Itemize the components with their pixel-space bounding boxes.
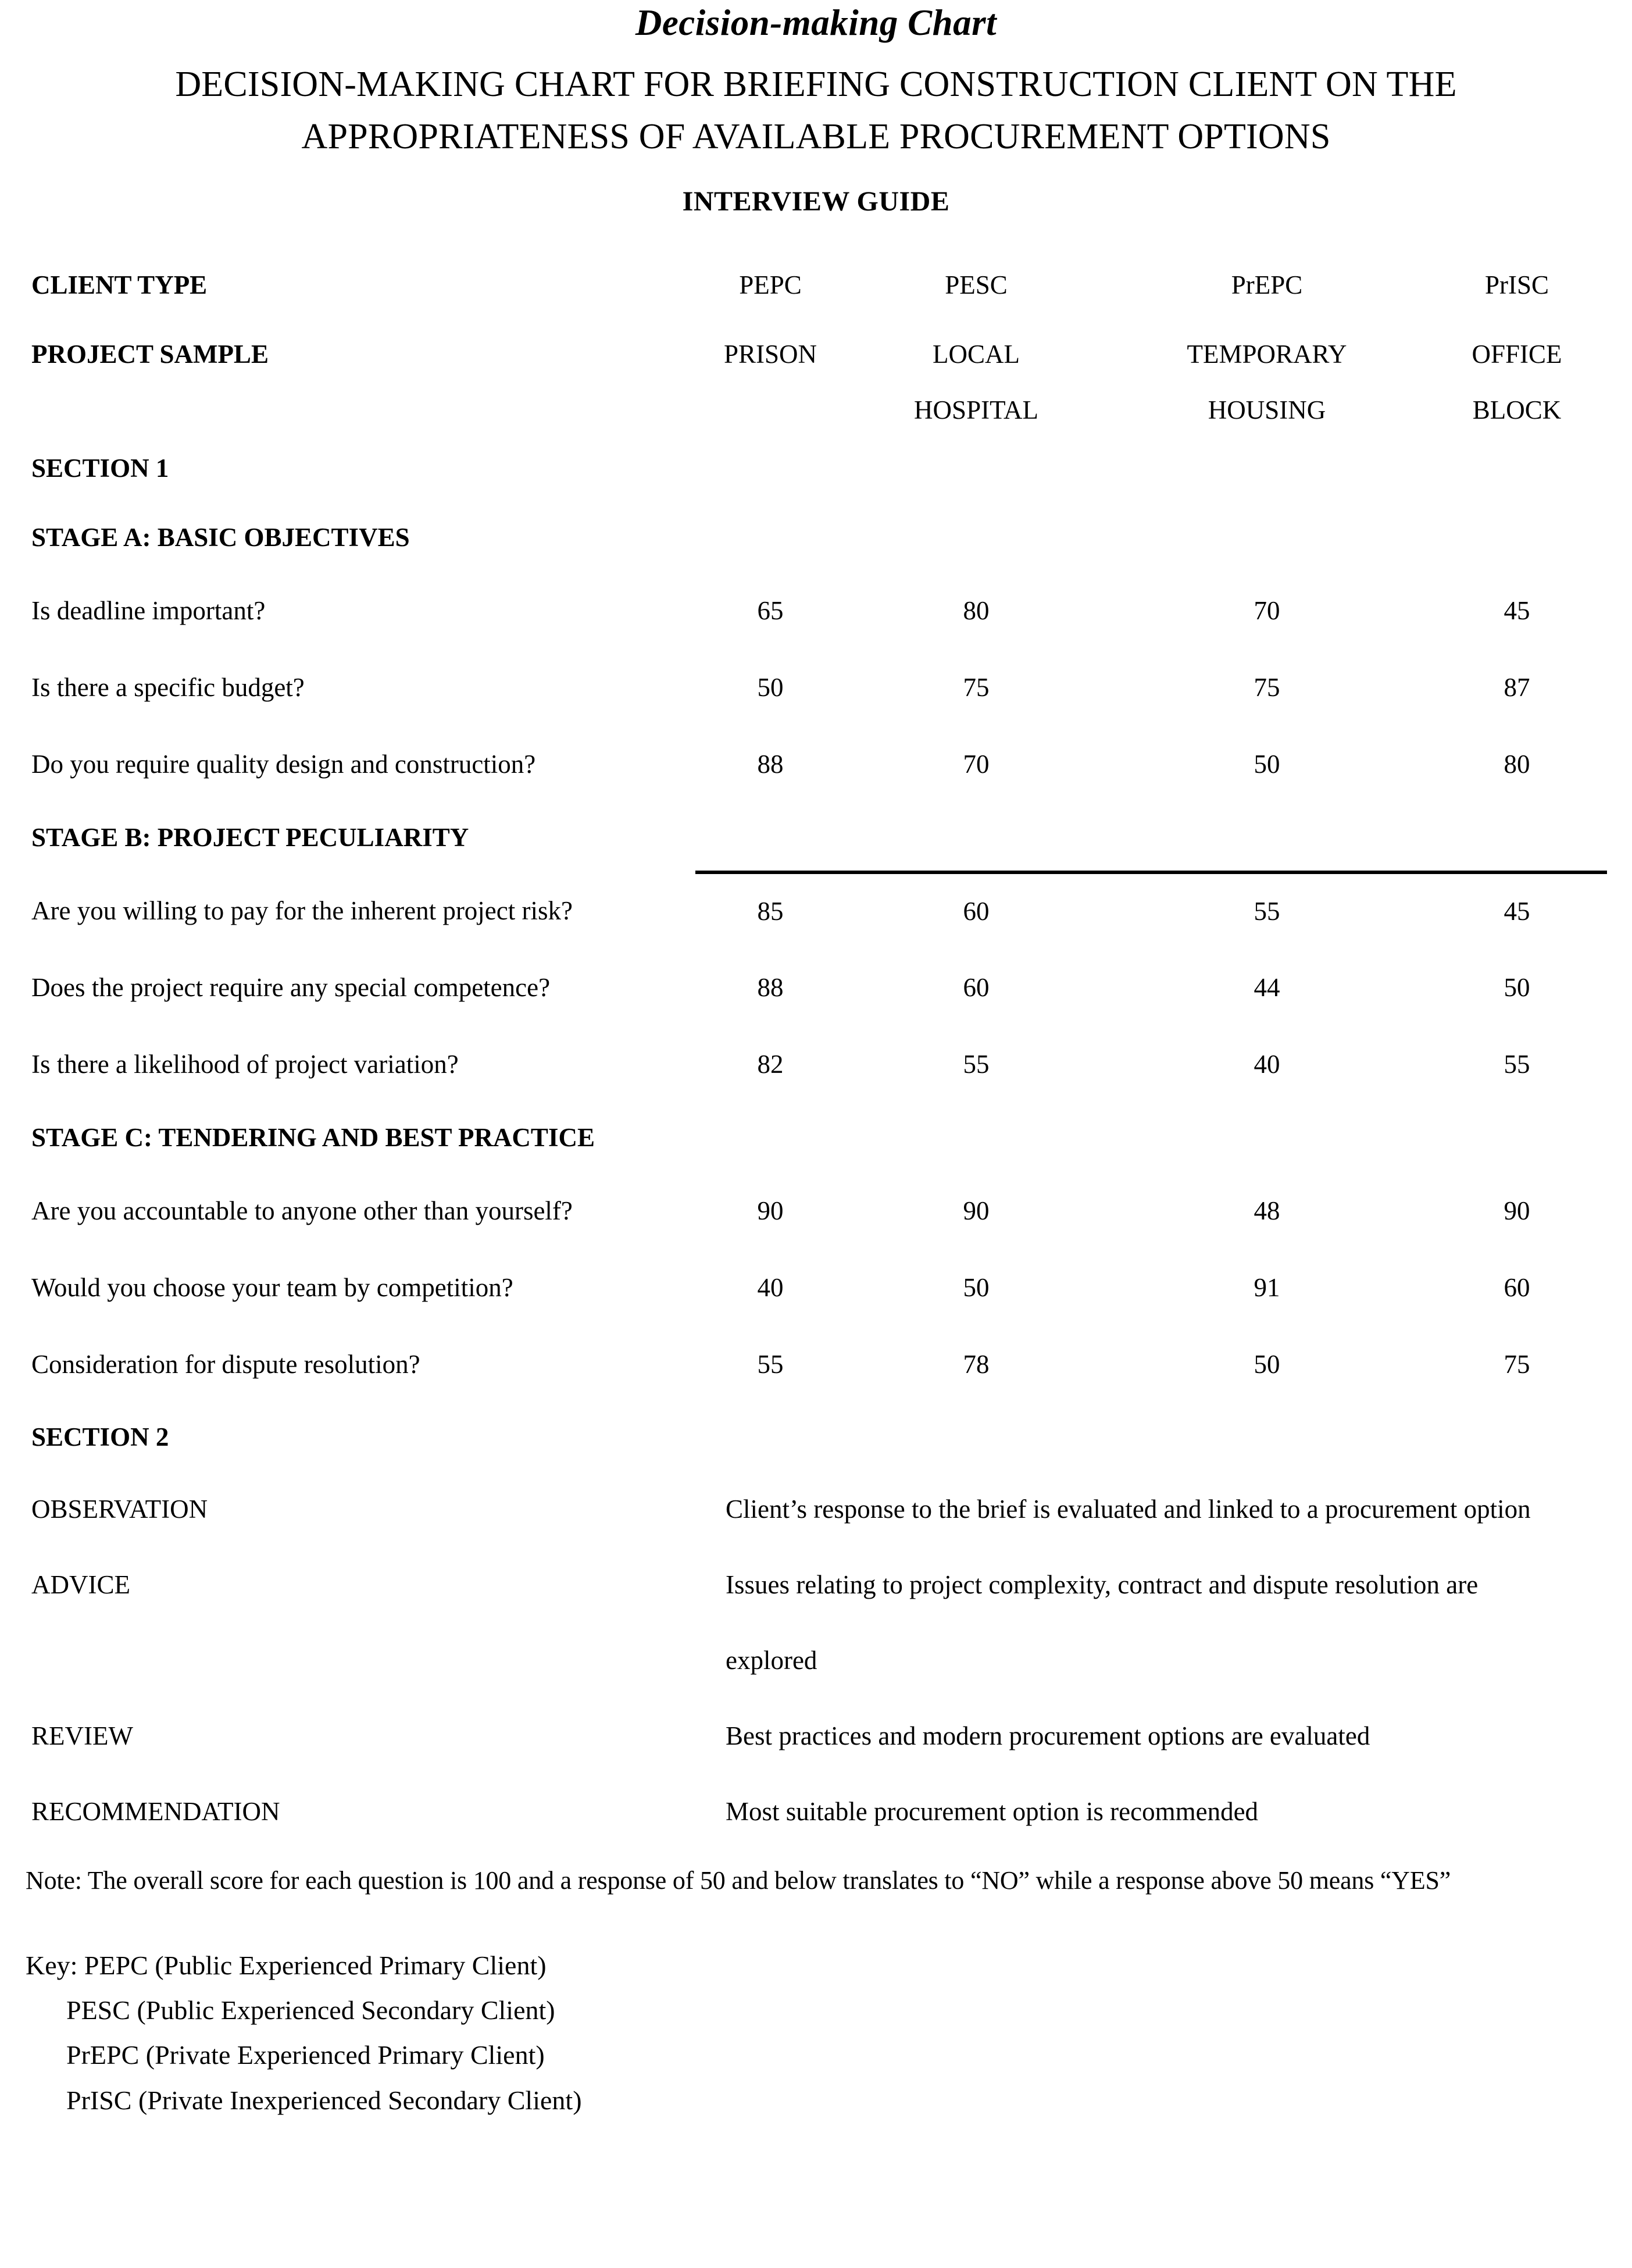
main-title-line-1: DECISION-MAKING CHART FOR BRIEFING CONSTRUCTION CLIENT ON THE xyxy=(175,65,1457,104)
score-pepc: 40 xyxy=(757,1272,784,1302)
score-pesc: 80 xyxy=(963,595,990,625)
score-prisc: 55 xyxy=(1504,1049,1530,1079)
table-row xyxy=(26,572,1607,649)
question-label: Are you accountable to anyone other than yourself? xyxy=(31,1196,573,1225)
recommendation-description: Most suitable procurement option is recommended xyxy=(726,1796,1259,1826)
stage-b-heading: STAGE B: PROJECT PECULIARITY xyxy=(31,822,469,852)
table-row-recommendation xyxy=(26,1774,1607,1849)
stage-b-spacer-4 xyxy=(1427,803,1607,872)
key-legend xyxy=(26,1943,1606,2123)
question-label: Consideration for dispute resolution? xyxy=(31,1349,420,1379)
stage-b-spacer-3 xyxy=(1107,803,1427,872)
score-prisc: 50 xyxy=(1504,972,1530,1002)
score-prepc: 55 xyxy=(1254,897,1280,926)
table-row-observation xyxy=(26,1471,1607,1547)
project-sample-pesc-line1: LOCAL xyxy=(933,339,1020,369)
score-prisc: 45 xyxy=(1504,897,1530,926)
score-prepc: 44 xyxy=(1254,972,1280,1002)
score-pesc: 60 xyxy=(963,897,990,926)
score-pesc: 60 xyxy=(963,972,990,1002)
project-sample-label: PROJECT SAMPLE xyxy=(31,339,269,369)
table-row xyxy=(26,1172,1607,1249)
client-type-pepc: PEPC xyxy=(739,270,802,299)
score-pepc: 85 xyxy=(757,897,784,926)
table-row-section-1 xyxy=(26,434,1607,502)
project-sample-prepc-line1: TEMPORARY xyxy=(1187,339,1347,369)
key-line-prepc: PrEPC (Private Experienced Primary Client) xyxy=(66,2040,545,2070)
table-row-stage-c-heading xyxy=(26,1103,1607,1172)
key-line-pepc: Key: PEPC (Public Experienced Primary Client) xyxy=(26,1950,547,1980)
table-row xyxy=(26,872,1607,949)
score-pepc: 82 xyxy=(757,1049,784,1079)
client-type-prisc: PrISC xyxy=(1484,270,1549,299)
table-row xyxy=(26,649,1607,726)
score-prepc: 75 xyxy=(1254,672,1280,702)
review-label: REVIEW xyxy=(31,1721,133,1750)
project-sample-spacer xyxy=(26,386,695,434)
score-prisc: 87 xyxy=(1504,672,1530,702)
note-text: Note: The overall score for each question is 100 and a response of 50 and below translates to “NO” while a response above 50 means “YES” xyxy=(26,1866,1451,1895)
main-title xyxy=(26,59,1606,163)
decision-chart-table xyxy=(26,248,1607,1849)
key-line-pesc: PESC (Public Experienced Secondary Client) xyxy=(66,1995,555,2025)
project-sample-prisc-line1: OFFICE xyxy=(1472,339,1562,369)
observation-label: OBSERVATION xyxy=(31,1494,208,1524)
advice-spacer xyxy=(26,1622,695,1698)
question-label: Is there a likelihood of project variation? xyxy=(31,1049,459,1079)
question-label: Do you require quality design and construction? xyxy=(31,749,536,779)
table-row-review xyxy=(26,1698,1607,1774)
table-row-advice xyxy=(26,1547,1607,1622)
question-label: Does the project require any special competence? xyxy=(31,972,551,1002)
score-pepc: 55 xyxy=(757,1349,784,1379)
table-row-advice-cont xyxy=(26,1622,1607,1698)
table-row xyxy=(26,1026,1607,1103)
table-row-stage-a-heading xyxy=(26,502,1607,572)
review-description: Best practices and modern procurement options are evaluated xyxy=(726,1721,1370,1750)
table-row-client-type xyxy=(26,248,1607,322)
table-row xyxy=(26,949,1607,1026)
score-prepc: 50 xyxy=(1254,749,1280,779)
score-prisc: 90 xyxy=(1504,1196,1530,1225)
table-row xyxy=(26,1326,1607,1403)
client-type-prepc: PrEPC xyxy=(1231,270,1303,299)
section-2-label: SECTION 2 xyxy=(31,1422,169,1452)
advice-description-line-1: Issues relating to project complexity, contract and dispute resolution are xyxy=(726,1570,1479,1599)
client-type-label: CLIENT TYPE xyxy=(31,270,208,299)
key-line-prisc: PrISC (Private Inexperienced Secondary Client) xyxy=(66,2085,582,2115)
score-pepc: 65 xyxy=(757,595,784,625)
score-pesc: 55 xyxy=(963,1049,990,1079)
observation-description: Client’s response to the brief is evaluated and linked to a procurement option xyxy=(726,1494,1531,1524)
client-type-pesc: PESC xyxy=(945,270,1008,299)
question-label: Are you willing to pay for the inherent project risk? xyxy=(31,896,573,925)
score-pepc: 88 xyxy=(757,972,784,1002)
score-pesc: 75 xyxy=(963,672,990,702)
score-prisc: 75 xyxy=(1504,1349,1530,1379)
score-prepc: 70 xyxy=(1254,595,1280,625)
project-sample-prisc-line2: BLOCK xyxy=(1472,395,1562,425)
score-pesc: 90 xyxy=(963,1196,990,1225)
score-pesc: 70 xyxy=(963,749,990,779)
project-sample-pepc-line1: PRISON xyxy=(723,339,817,369)
score-pepc: 50 xyxy=(757,672,784,702)
table-row-section-2 xyxy=(26,1403,1607,1471)
stage-b-spacer-2 xyxy=(845,803,1107,872)
score-prepc: 50 xyxy=(1254,1349,1280,1379)
document-title: Decision-making Chart xyxy=(635,2,997,43)
recommendation-label: RECOMMENDATION xyxy=(31,1796,280,1826)
score-prisc: 80 xyxy=(1504,749,1530,779)
score-pepc: 90 xyxy=(757,1196,784,1225)
decision-chart-table-wrapper xyxy=(26,248,1606,1849)
table-row xyxy=(26,726,1607,803)
score-prisc: 60 xyxy=(1504,1272,1530,1302)
score-pepc: 88 xyxy=(757,749,784,779)
score-pesc: 50 xyxy=(963,1272,990,1302)
stage-c-heading: STAGE C: TENDERING AND BEST PRACTICE xyxy=(31,1122,595,1152)
score-prisc: 45 xyxy=(1504,595,1530,625)
score-prepc: 91 xyxy=(1254,1272,1280,1302)
question-label: Would you choose your team by competition? xyxy=(31,1272,513,1302)
project-sample-prepc-line2: HOUSING xyxy=(1208,395,1326,425)
score-prepc: 40 xyxy=(1254,1049,1280,1079)
score-pesc: 78 xyxy=(963,1349,990,1379)
score-prepc: 48 xyxy=(1254,1196,1280,1225)
advice-label: ADVICE xyxy=(31,1570,130,1599)
project-sample-pesc-line2: HOSPITAL xyxy=(914,395,1038,425)
stage-b-spacer-1 xyxy=(695,803,845,872)
section-1-label: SECTION 1 xyxy=(31,453,169,483)
advice-description-line-2: explored xyxy=(726,1645,817,1675)
project-sample-pepc-line2 xyxy=(695,386,845,434)
table-row xyxy=(26,1249,1607,1326)
stage-a-heading: STAGE A: BASIC OBJECTIVES xyxy=(31,522,410,552)
table-row-project-sample-line1 xyxy=(26,322,1607,386)
interview-guide-subtitle: INTERVIEW GUIDE xyxy=(682,186,950,217)
main-title-line-2: APPROPRIATENESS OF AVAILABLE PROCUREMENT OPTIONS xyxy=(301,116,1331,156)
table-row-project-sample-line2 xyxy=(26,386,1607,434)
question-label: Is deadline important? xyxy=(31,595,266,625)
question-label: Is there a specific budget? xyxy=(31,672,305,702)
table-row-stage-b-heading xyxy=(26,803,1607,872)
